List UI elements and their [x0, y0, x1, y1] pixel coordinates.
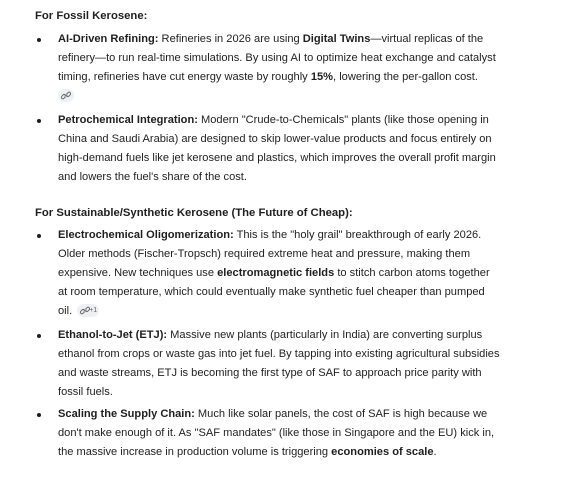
text-run: to stitch carbon atoms together	[334, 267, 490, 279]
text-run: timing, refineries have cut energy waste by roughly	[58, 71, 311, 83]
text-line	[58, 345, 548, 364]
text-run: China and Saudi Arabia) are designed to skip lower-value products and focus entirely on	[58, 133, 492, 145]
text-line	[58, 264, 548, 283]
bold-text: AI-Driven Refining:	[58, 33, 159, 45]
text-line	[58, 424, 548, 443]
text-line	[58, 283, 548, 302]
source-count: +1	[89, 306, 98, 314]
text-line	[58, 111, 548, 130]
bullet-text	[58, 405, 548, 462]
bold-text: Petrochemical Integration:	[58, 114, 198, 126]
bullet-dot	[37, 234, 41, 238]
chip-line	[58, 87, 548, 106]
source-chip-button[interactable]	[77, 304, 99, 317]
text-line	[58, 383, 548, 402]
bold-text: Digital Twins	[302, 33, 371, 45]
bold-text: electromagnetic fields	[217, 267, 335, 279]
link-icon	[61, 91, 71, 100]
text-line	[58, 405, 548, 424]
text-run: Much like solar panels, the cost of SAF is high because we	[194, 408, 488, 420]
bold-text: 15%	[310, 71, 334, 83]
bullet-text	[58, 226, 548, 321]
text-run: , lowering the per-gallon cost.	[333, 71, 478, 83]
bullet-text	[58, 326, 548, 402]
bullet-dot	[37, 38, 41, 42]
bullet-text	[58, 111, 548, 187]
text-run: Refineries in 2026 are using	[158, 33, 303, 45]
bullet-dot	[37, 413, 41, 417]
section-heading-fossil: For Fossil Kerosene:	[35, 10, 148, 22]
text-line	[58, 302, 548, 321]
text-line	[58, 168, 548, 187]
text-line	[58, 49, 548, 68]
bold-text: Electrochemical Oligomerization:	[58, 229, 234, 241]
text-line	[58, 245, 548, 264]
text-run: Older methods (Fischer-Tropsch) required extreme heat and pressure, making them	[58, 248, 471, 260]
text-run: don't make enough of it. As "SAF mandates" (like those in Singapore and the EU) kick in,	[58, 427, 495, 439]
bold-text: Ethanol-to-Jet (ETJ):	[58, 329, 168, 341]
text-run: This is the "holy grail" breakthrough of early 2026.	[233, 229, 482, 241]
text-line	[58, 326, 548, 345]
text-run: Modern "Crude-to-Chemicals" plants (like those opening in	[197, 114, 489, 126]
bullet-dot	[37, 119, 41, 123]
text-run: ethanol from crops or waste gas into jet fuel. By tapping into existing agricultural subsidies	[58, 348, 500, 360]
text-run: and waste streams, ETJ is becoming the first type of SAF to approach price parity with	[58, 367, 482, 379]
text-line	[58, 68, 548, 87]
text-line	[58, 130, 548, 149]
text-run: fossil fuels.	[58, 386, 113, 398]
bullet-dot	[37, 334, 41, 338]
text-run: refinery—to run real-time simulations. By using AI to optimize heat exchange and catalyst	[58, 52, 496, 64]
bold-text: economies of scale	[331, 446, 434, 458]
bold-text: Scaling the Supply Chain:	[58, 408, 195, 420]
text-line	[58, 443, 548, 462]
text-run: high-demand fuels like jet kerosene and plastics, which improves the overall profit margin	[58, 152, 496, 164]
source-chip-button[interactable]	[58, 89, 74, 102]
text-line	[58, 226, 548, 245]
text-run: expensive. New techniques use	[58, 267, 218, 279]
section-heading-sustainable: For Sustainable/Synthetic Kerosene (The Future of Cheap):	[35, 207, 353, 219]
text-run: Massive new plants (particularly in India) are converting surplus	[167, 329, 483, 341]
text-run: the massive increase in production volume is triggering	[58, 446, 332, 458]
text-line	[58, 30, 548, 49]
text-line	[58, 149, 548, 168]
text-run: and lowers the fuel's share of the cost.	[58, 171, 247, 183]
text-run: oil.	[58, 305, 73, 317]
text-run: .	[433, 446, 437, 458]
text-run: at room temperature, which could eventually make synthetic fuel cheaper than pumped	[58, 286, 485, 298]
bullet-text	[58, 30, 548, 106]
text-run: —virtual replicas of the	[370, 33, 484, 45]
text-line	[58, 364, 548, 383]
